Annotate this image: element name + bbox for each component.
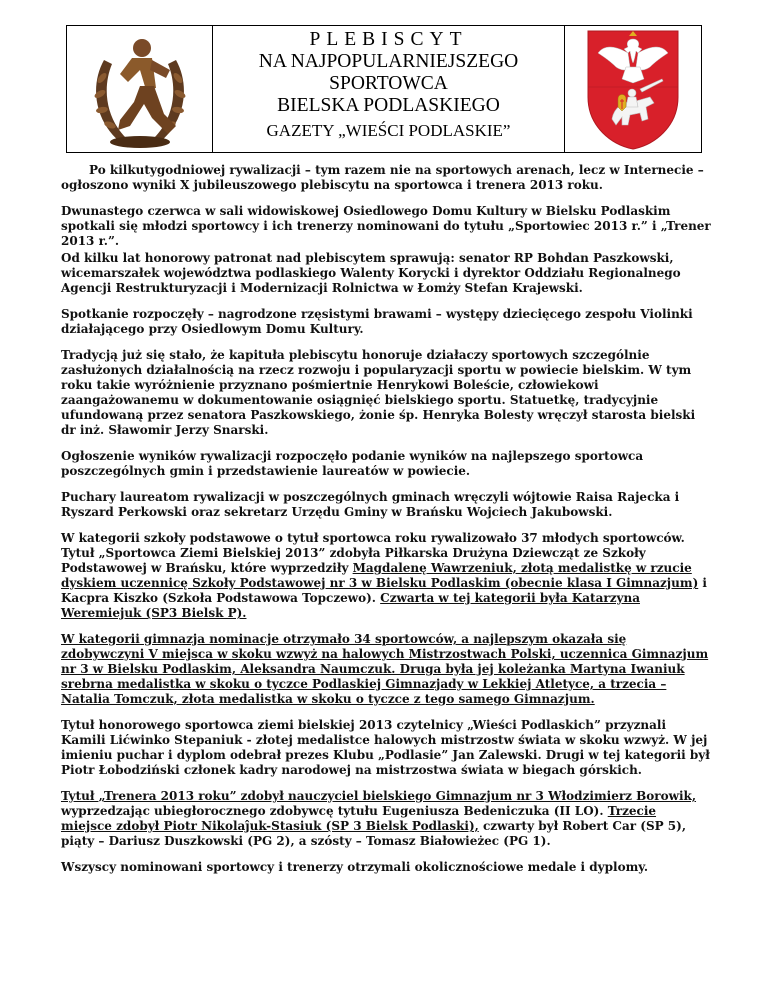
header-left-cell bbox=[67, 26, 213, 152]
trophy-runner-image bbox=[80, 30, 200, 150]
paragraph-12: Wszyscy nominowani sportowcy i trenerzy otrzymali okolicznościowe medale i dyplomy. bbox=[61, 860, 649, 874]
header-table bbox=[66, 25, 702, 153]
header-right-cell bbox=[565, 26, 701, 152]
paragraph-11-part-b: wyprzedzając ubiegłorocznego zdobywcę tytułu Eugeniusza Bedeniczuka (II LO). bbox=[61, 804, 608, 818]
title-line-4: BIELSKA PODLASKIEGO bbox=[277, 95, 500, 116]
paragraph-8-underlined-a: Magdalenę Wawrzeniuk, złotą medalistkę w rzucie dyskiem uczennicę Szkoły Podstawowej nr 3 w Bielsku Podlaskim (obecnie klasa I Gimnazjum) bbox=[61, 561, 699, 590]
paragraph-9: W kategorii gimnazja nominacje otrzymało 34 sportowców, a najlepszym okazała się zdobywczyni V miejsca w skoku wzwyż na halowych Mistrzostwach Polski, uczennica Gimnazjum nr 3 w Bielsku Podlaskim, Aleksandra Naumczuk. Druga była jej koleżanka Martyna Iwaniuk srebrna medalistka w skoku o tyczce Podlaskiej Gimnazjady w Lekkiej Atletyce, a trzecia – Natalia Tomczuk, złota medalistka w skoku o tyczce z tego samego Gimnazjum. bbox=[61, 632, 709, 706]
title-line-3: SPORTOWCA bbox=[329, 73, 448, 94]
paragraph-8-part-a: W kategorii szkoły podstawowe o tytuł sportowca roku rywalizowało 37 młodych sportowców. Tytuł „Sportowca Ziemi Bielskiej 2013” zdobyła Piłkarska Drużyna Dziewcząt ze Szkoły Podstawowej w Brańsku, które wyprzedziły bbox=[61, 531, 685, 575]
paragraph-7: Puchary laureatom rywalizacji w poszczególnych gminach wręczyli wójtowie Raisa Rajecka i Ryszard Perkowski oraz sekretarz Urzędu Gminy w Brańsku Wojciech Jakubowski. bbox=[61, 490, 680, 519]
paragraph-11 bbox=[61, 789, 711, 849]
paragraph-4: Spotkanie rozpoczęły – nagrodzone rzęsistymi brawami – występy dziecięcego zespołu Violinki działającego przy Osiedlowym Domu Kultury. bbox=[61, 307, 693, 336]
paragraph-11-underlined-a: Tytuł „Trenera 2013 roku” zdobył nauczyciel bielskiego Gimnazjum nr 3 Włodzimierz Borowik, bbox=[61, 789, 697, 803]
paragraph-5: Tradycją już się stało, że kapituła plebiscytu honoruje działaczy sportowych szczególnie zasłużonych działalnością na rzecz rozwoju i popularyzacji sportu w powiecie bielskim. W tym roku takie wyróżnienie przyznano pośmiertnie Henrykowi Boleście, człowiekowi zaangażowanemu w dokumentowanie osiągnięć bielskiego sportu. Statuetkę, tradycyjnie ufundowaną przez senatora Paszkowskiego, żonie śp. Henryka Bolesty wręczył starosta bielski dr inż. Sławomir Jerzy Snarski. bbox=[61, 348, 696, 437]
paragraph-8-underlined-d: Czwarta w tej kategorii była Katarzyna Weremiejuk (SP3 Bielsk P). bbox=[61, 591, 640, 620]
paragraph-2: Dwunastego czerwca w sali widowiskowej Osiedlowego Domu Kultury w Bielsku Podlaskim spotkali się młodzi sportowcy i ich trenerzy nominowani do tytułu „Sportowiec 2013 r.” i „Trener 2013 r.”. bbox=[61, 204, 711, 248]
paragraph-3: Od kilku lat honorowy patronat nad plebiscytem sprawują: senator RP Bohdan Paszkowski, wicemarszałek województwa podlaskiego Walenty Korycki i dyrektor Oddziału Regionalnego Agencji Restrukturyzacji i Modernizacji Rolnictwa w Łomży Stefan Krajewski. bbox=[61, 251, 681, 295]
title-line-2: NA NAJPOPULARNIEJSZEGO bbox=[258, 51, 519, 72]
article-body bbox=[61, 163, 711, 886]
paragraph-6: Ogłoszenie wyników rywalizacji rozpoczęło podanie wyników na najlepszego sportowca poszczególnych gmin i przedstawienie laureatów w powiecie. bbox=[61, 449, 644, 478]
title-line-1: PLEBISCYT bbox=[309, 29, 468, 50]
paragraph-8 bbox=[61, 531, 711, 621]
header-title-cell bbox=[213, 26, 565, 152]
title-line-5: GAZETY „WIEŚCI PODLASKIE” bbox=[266, 121, 511, 140]
paragraph-8-part-c: i Kacpra Kiszko (Szkoła Podstawowa Topczewo). bbox=[61, 576, 707, 605]
paragraph-11-part-d: czwarty był Robert Car (SP 5), piąty – Dariusz Duszkowski (PG 2), a szósty – Tomasz Białowieżec (PG 1). bbox=[61, 819, 687, 848]
coat-of-arms-image bbox=[570, 27, 696, 151]
paragraph-11-underlined-c: Trzecie miejsce zdobył Piotr Nikolaĵuk-Stasiuk (SP 3 Bielsk Podlaski), bbox=[61, 804, 657, 833]
paragraph-1: Po kilkutygodniowej rywalizacji – tym razem nie na sportowych arenach, lecz w Internecie – ogłoszono wyniki X jubileuszowego plebiscytu na sportowca i trenera 2013 roku. bbox=[61, 163, 704, 192]
paragraph-10: Tytuł honorowego sportowca ziemi bielskiej 2013 czytelnicy „Wieści Podlaskich” przyznali Kamili Lićwinko Stepaniuk - złotej medalistce halowych mistrzostw świata w skoku wzwyż. W jej imieniu puchar i dyplom odebrał prezes Klubu „Podlasie” Jan Zalewski. Drugi w tej kategorii był Piotr Łobodziński członek kadry narodowej na mistrzostwa świata w biegach górskich. bbox=[61, 718, 710, 777]
